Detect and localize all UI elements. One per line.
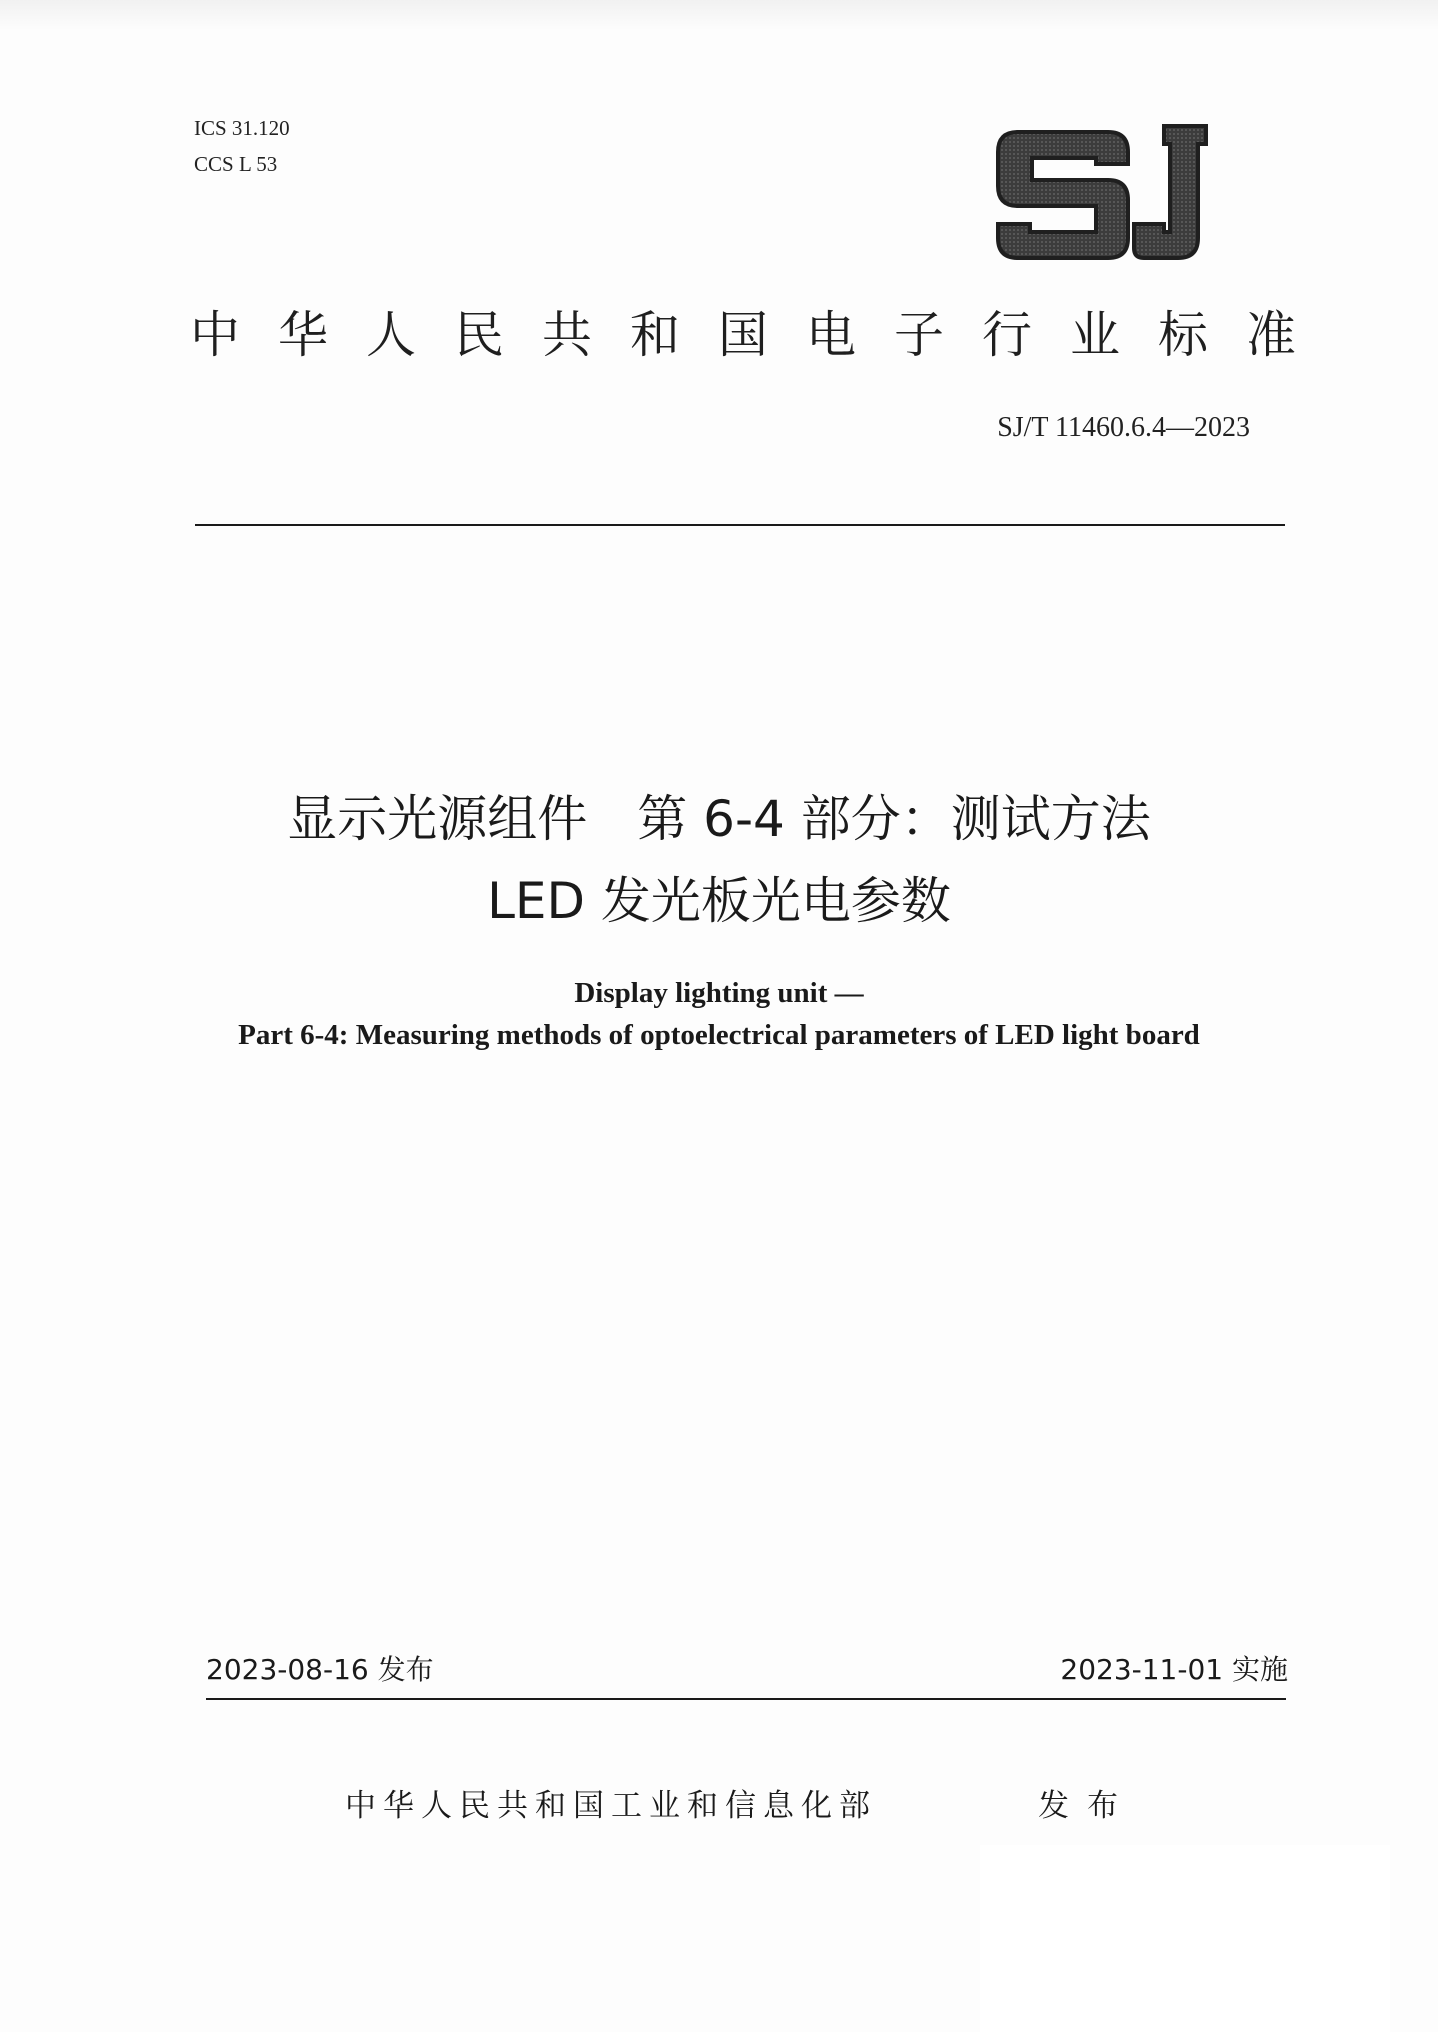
logo-letter-j bbox=[1134, 126, 1206, 258]
standard-number: SJ/T 11460.6.4—2023 bbox=[997, 412, 1250, 443]
scan-shadow bbox=[0, 0, 1438, 30]
chinese-title-line-1: 显示光源组件 第 6-4 部分：测试方法 bbox=[287, 790, 1151, 848]
chinese-title bbox=[0, 778, 1438, 942]
header-divider bbox=[195, 524, 1285, 526]
ccs-code: CCS L 53 bbox=[194, 152, 278, 176]
english-title bbox=[0, 972, 1438, 1056]
ics-code: ICS 31.120 bbox=[194, 116, 290, 140]
implementation-date: 2023-11-01 实施 bbox=[1060, 1653, 1288, 1686]
issuing-authority-title: 中华人民共和国电子行业标准 bbox=[190, 306, 1334, 364]
logo-letter-s bbox=[998, 132, 1128, 258]
sj-logo bbox=[988, 120, 1218, 270]
publish-label: 发布 bbox=[1038, 1788, 1136, 1824]
publisher-name: 中华人民共和国工业和信息化部 bbox=[345, 1788, 877, 1824]
classification-codes bbox=[194, 110, 290, 182]
chinese-title-line-2: LED 发光板光电参数 bbox=[487, 872, 951, 930]
footer-divider bbox=[206, 1698, 1286, 1700]
blank-corner-patch bbox=[980, 1845, 1390, 2032]
english-title-line-1: Display lighting unit — bbox=[574, 977, 864, 1009]
english-title-line-2: Part 6-4: Measuring methods of optoelectrical parameters of LED light board bbox=[238, 1019, 1200, 1051]
issue-date: 2023-08-16 发布 bbox=[206, 1653, 434, 1686]
